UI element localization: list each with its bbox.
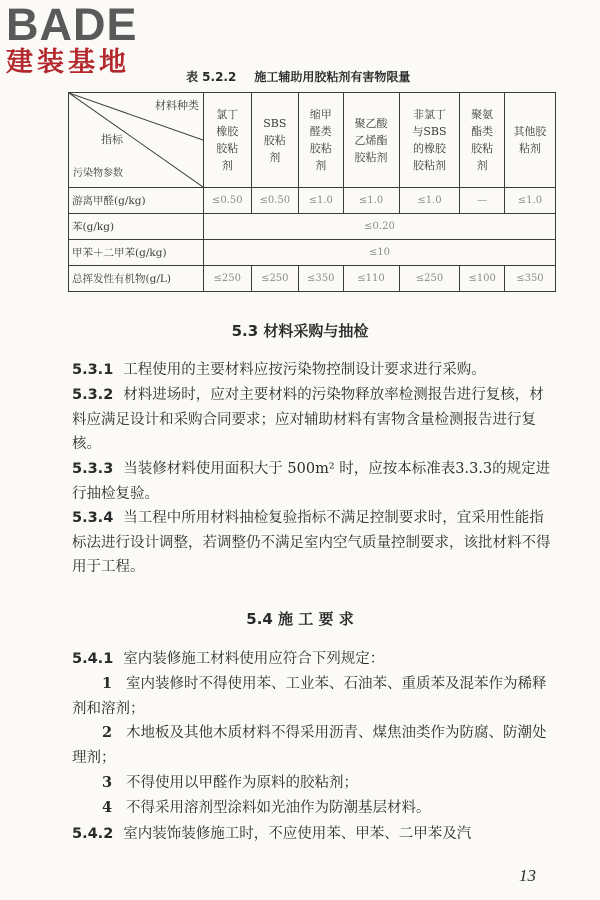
table-cell: ≤110 [343,266,399,292]
corner-material-type: 材料种类 [155,99,199,112]
clause-5-3-4 [72,506,556,580]
page-number: 13 [519,866,536,885]
table-cell: ≤350 [504,266,555,292]
column-header: 聚乙酸乙烯酯胶粘剂 [343,93,399,188]
merged-cell: ≤10 [204,240,556,266]
table-cell: ≤1.0 [399,188,460,214]
clause-number: 5.3.3 [72,461,114,477]
table-cell: — [460,188,504,214]
table-cell: ≤250 [251,266,299,292]
logo-wordmark: BADE [6,0,138,50]
bade-logo [6,2,176,78]
table-header-row [69,93,556,188]
column-header: 其他胶粘剂 [504,93,555,188]
table-row [69,240,556,266]
column-header: SBS胶粘剂 [251,93,299,188]
clause-number: 5.4.2 [72,826,114,842]
column-header: 氯丁橡胶胶粘剂 [204,93,252,188]
table-number: 表 5.2.2 [186,70,237,84]
table-cell: ≤1.0 [299,188,343,214]
clause-number: 5.3.2 [72,387,114,403]
list-item [72,771,556,796]
table-cell: ≤250 [399,266,460,292]
clause-text: 工程使用的主要材料应按污染物控制设计要求进行采购。 [123,362,486,378]
list-item [72,721,556,770]
table-cell: ≤250 [204,266,252,292]
clause-text: 材料进场时，应对主要材料的污染物释放率检测报告进行复核，材料应满足设计和采购合同要求；应对辅助材料有害物含量检测报告进行复核。 [72,387,544,453]
item-text: 室内装修时不得使用苯、工业苯、石油苯、重质苯及混苯作为稀释剂和溶剂； [72,676,547,717]
corner-pollutant-param: 污染物参数 [73,168,123,179]
row-label: 总挥发性有机物(g/L) [69,266,204,292]
table-row [69,214,556,240]
list-item [72,672,556,721]
table-row [69,266,556,292]
item-number: 4 [102,799,113,816]
table-title: 施工辅助用胶粘剂有害物限量 [254,70,411,84]
row-label: 游离甲醛(g/kg) [69,188,204,214]
clause-text: 当工程中所用材料抽检复验指标不满足控制要求时，宜采用性能指标法进行设计调整，若调整仍不满足室内空气质量控制要求，该批材料不得用于工程。 [72,510,551,576]
item-text: 不得使用以甲醛作为原料的胶粘剂； [126,775,358,791]
adhesive-limits-table [68,92,556,292]
clause-number: 5.4.1 [72,651,114,667]
clause-5-4-2 [72,822,556,847]
clause-5-3-2 [72,383,556,457]
merged-cell: ≤0.20 [204,214,556,240]
section-heading-5-3: 5.3 材料采购与抽检 [231,322,369,340]
item-number: 1 [102,675,113,692]
row-label: 甲苯＋二甲苯(g/kg) [69,240,204,266]
table-cell: ≤0.50 [204,188,252,214]
table-caption [186,68,410,85]
column-header: 非氯丁与SBS的橡胶胶粘剂 [399,93,460,188]
clause-number: 5.3.4 [72,510,114,526]
column-header: 聚氨酯类胶粘剂 [460,93,504,188]
list-item [72,796,556,821]
column-header: 缩甲醛类胶粘剂 [299,93,343,188]
table-cell: ≤1.0 [504,188,555,214]
corner-indicator: 指标 [101,133,123,146]
clause-5-3-3 [72,457,556,506]
item-text: 不得采用溶剂型涂料如光油作为防潮基层材料。 [126,800,431,816]
clause-text: 室内装饰装修施工时，不应使用苯、甲苯、二甲苯及汽 [123,826,472,842]
clause-5-3-1 [72,358,556,383]
logo-chinese: 建装基地 [6,47,130,78]
item-number: 2 [102,724,113,741]
table-row [69,188,556,214]
clause-text: 当装修材料使用面积大于 500m² 时，应按本标准表3.3.3的规定进行抽检复验。 [72,461,551,502]
table-cell: ≤350 [299,266,343,292]
clause-number: 5.3.1 [72,362,114,378]
table-cell: ≤1.0 [343,188,399,214]
row-label: 苯(g/kg) [69,214,204,240]
item-text: 木地板及其他木质材料不得采用沥青、煤焦油类作为防腐、防潮处理剂； [72,725,547,766]
diagonal-header-cell [69,93,204,188]
clause-5-4-1 [72,647,556,672]
section-heading-5-4: 5.4 施 工 要 求 [246,610,354,628]
table-cell: ≤0.50 [251,188,299,214]
item-number: 3 [102,774,113,791]
clause-text: 室内装修施工材料使用应符合下列规定： [123,651,385,667]
table-cell: ≤100 [460,266,504,292]
